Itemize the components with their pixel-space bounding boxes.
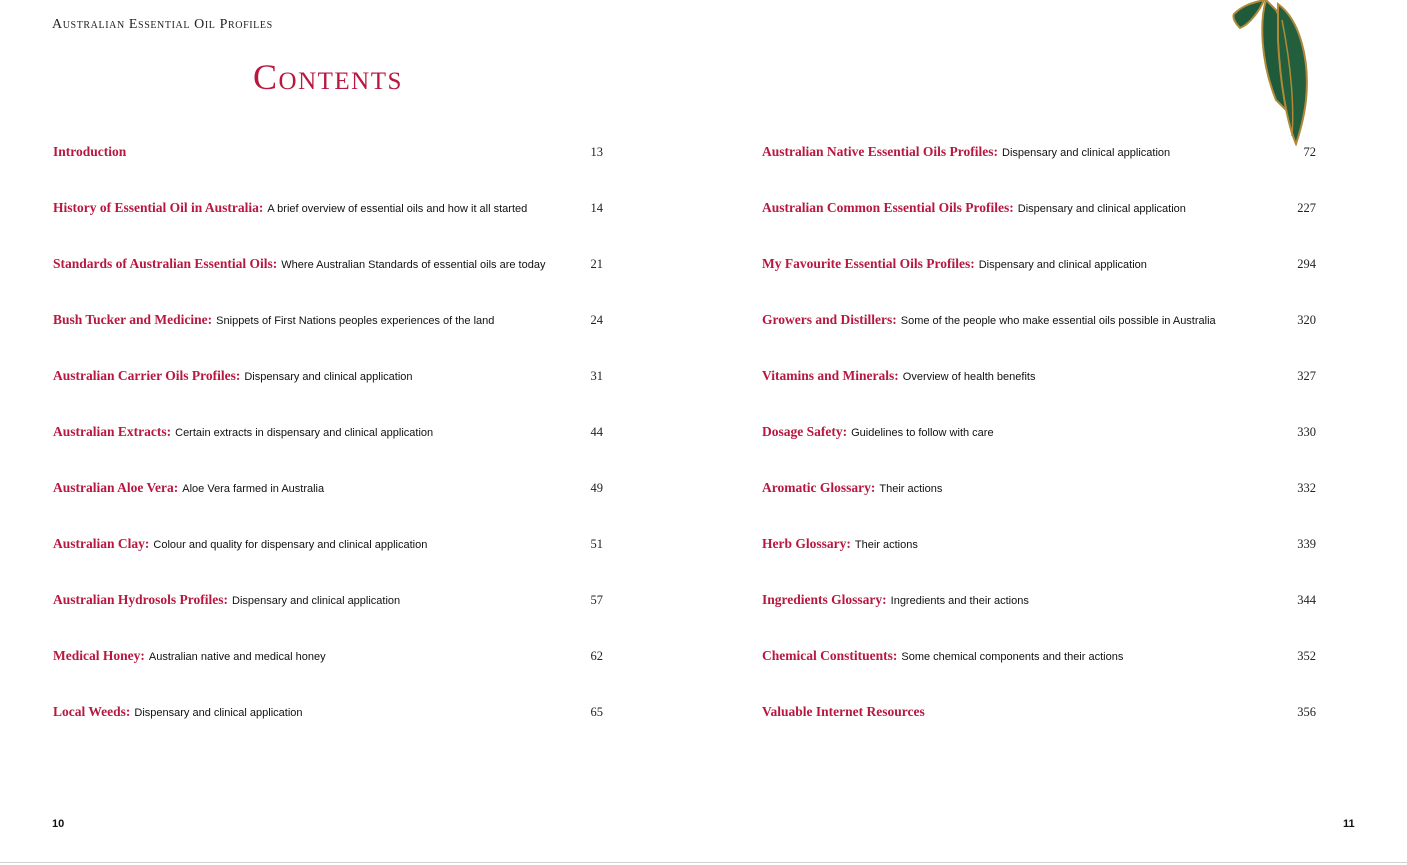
toc-entry-page-number: 72	[1303, 145, 1316, 159]
toc-entry-title: Growers and Distillers:	[762, 312, 897, 327]
toc-entry-page-number: 62	[590, 649, 603, 663]
toc-entry-description: Dispensary and clinical application	[978, 259, 1147, 271]
toc-entry-description: Their actions	[879, 483, 943, 495]
toc-entry[interactable]	[53, 642, 605, 698]
eucalyptus-leaves-icon	[1226, 0, 1316, 146]
toc-entry-title: Australian Carrier Oils Profiles:	[53, 368, 241, 383]
toc-entry-title: Local Weeds:	[53, 704, 131, 719]
toc-right-column	[762, 138, 1322, 754]
toc-entry-title: Bush Tucker and Medicine:	[53, 312, 213, 327]
toc-entry[interactable]	[762, 306, 1322, 362]
toc-entry-description: A brief overview of essential oils and how it all started	[267, 203, 528, 215]
toc-entry[interactable]	[762, 418, 1322, 474]
toc-entry-page-number: 44	[590, 425, 603, 439]
toc-entry-description: Colour and quality for dispensary and clinical application	[153, 539, 428, 551]
toc-entry[interactable]	[762, 194, 1322, 250]
toc-left-column	[53, 138, 605, 754]
toc-entry-page-number: 330	[1297, 425, 1316, 439]
toc-entry[interactable]	[762, 642, 1322, 698]
toc-entry-description: Dispensary and clinical application	[1017, 203, 1186, 215]
toc-entry-description: Where Australian Standards of essential oils are today	[281, 259, 546, 271]
toc-entry-page-number: 356	[1297, 705, 1316, 719]
toc-entry-title: Australian Native Essential Oils Profiles:	[762, 144, 998, 159]
toc-entry[interactable]	[53, 698, 605, 754]
toc-entry[interactable]	[762, 474, 1322, 530]
toc-entry-description: Australian native and medical honey	[148, 651, 326, 663]
toc-entry-description: Dispensary and clinical application	[1002, 147, 1171, 159]
toc-entry-title: Medical Honey:	[53, 648, 145, 663]
toc-entry[interactable]	[762, 698, 1322, 754]
toc-entry-title: Dosage Safety:	[762, 424, 848, 439]
toc-entry-page-number: 294	[1297, 257, 1316, 271]
toc-entry-description: Some of the people who make essential oils possible in Australia	[900, 315, 1216, 327]
toc-entry-title: My Favourite Essential Oils Profiles:	[762, 256, 975, 271]
toc-entry-page-number: 227	[1297, 201, 1316, 215]
toc-entry[interactable]	[53, 250, 605, 306]
toc-entry[interactable]	[762, 250, 1322, 306]
toc-entry-page-number: 57	[590, 593, 603, 607]
toc-entry-page-number: 49	[590, 481, 603, 495]
toc-entry-description: Guidelines to follow with care	[851, 427, 994, 439]
toc-entry-description: Dispensary and clinical application	[134, 707, 303, 719]
toc-entry-page-number: 51	[590, 537, 603, 551]
toc-entry-description: Dispensary and clinical application	[244, 371, 413, 383]
toc-entry-title: Vitamins and Minerals:	[762, 368, 899, 383]
page-number-right: 11	[1343, 818, 1355, 830]
toc-entry[interactable]	[53, 306, 605, 362]
toc-entry-page-number: 14	[590, 201, 603, 215]
toc-entry-description: Some chemical components and their actions	[901, 651, 1124, 663]
toc-entry[interactable]	[762, 586, 1322, 642]
toc-entry-title: Introduction	[53, 144, 127, 159]
toc-entry-title: Australian Aloe Vera:	[53, 480, 179, 495]
toc-entry-page-number: 320	[1297, 313, 1316, 327]
toc-entry-page-number: 13	[590, 145, 603, 159]
toc-entry[interactable]	[53, 586, 605, 642]
toc-entry[interactable]	[762, 138, 1322, 194]
toc-entry-title: Aromatic Glossary:	[762, 480, 876, 495]
toc-entry-description: Their actions	[854, 539, 918, 551]
toc-entry-title: Australian Common Essential Oils Profiles:	[762, 200, 1014, 215]
toc-entry[interactable]	[762, 530, 1322, 586]
toc-entry-title: Chemical Constituents:	[762, 648, 898, 663]
toc-entry[interactable]	[53, 530, 605, 586]
toc-entry[interactable]	[53, 362, 605, 418]
toc-entry-title: Herb Glossary:	[762, 536, 851, 551]
page-number-left: 10	[52, 818, 65, 830]
toc-entry-page-number: 24	[590, 313, 603, 327]
toc-entry-title: Australian Clay:	[53, 536, 150, 551]
toc-entry-page-number: 332	[1297, 481, 1316, 495]
toc-entry-title: Ingredients Glossary:	[762, 592, 887, 607]
running-header: Australian Essential Oil Profiles	[52, 17, 273, 32]
toc-entry-description: Ingredients and their actions	[890, 595, 1029, 607]
toc-entry[interactable]	[53, 418, 605, 474]
toc-entry-page-number: 327	[1297, 369, 1316, 383]
toc-entry-description: Certain extracts in dispensary and clinical application	[175, 427, 434, 439]
toc-entry-description: Overview of health benefits	[902, 371, 1036, 383]
toc-entry-title: Australian Hydrosols Profiles:	[53, 592, 229, 607]
toc-entry-page-number: 21	[590, 257, 603, 271]
toc-entry[interactable]	[53, 474, 605, 530]
toc-entry[interactable]	[53, 138, 605, 194]
toc-entry-page-number: 352	[1297, 649, 1316, 663]
bottom-divider	[0, 862, 1407, 863]
toc-entry-title: History of Essential Oil in Australia:	[53, 200, 264, 215]
toc-entry-title: Standards of Australian Essential Oils:	[53, 256, 278, 271]
toc-entry-page-number: 31	[590, 369, 603, 383]
toc-entry-page-number: 339	[1297, 537, 1316, 551]
page-title: Contents	[253, 57, 403, 97]
toc-entry-title: Australian Extracts:	[53, 424, 172, 439]
toc-entry-description: Aloe Vera farmed in Australia	[182, 483, 325, 495]
toc-entry-description: Snippets of First Nations peoples experiences of the land	[216, 315, 495, 327]
toc-entry-title: Valuable Internet Resources	[762, 704, 925, 719]
toc-entry[interactable]	[762, 362, 1322, 418]
toc-entry[interactable]	[53, 194, 605, 250]
toc-entry-description: Dispensary and clinical application	[232, 595, 401, 607]
toc-entry-page-number: 344	[1297, 593, 1316, 607]
toc-entry-page-number: 65	[590, 705, 603, 719]
